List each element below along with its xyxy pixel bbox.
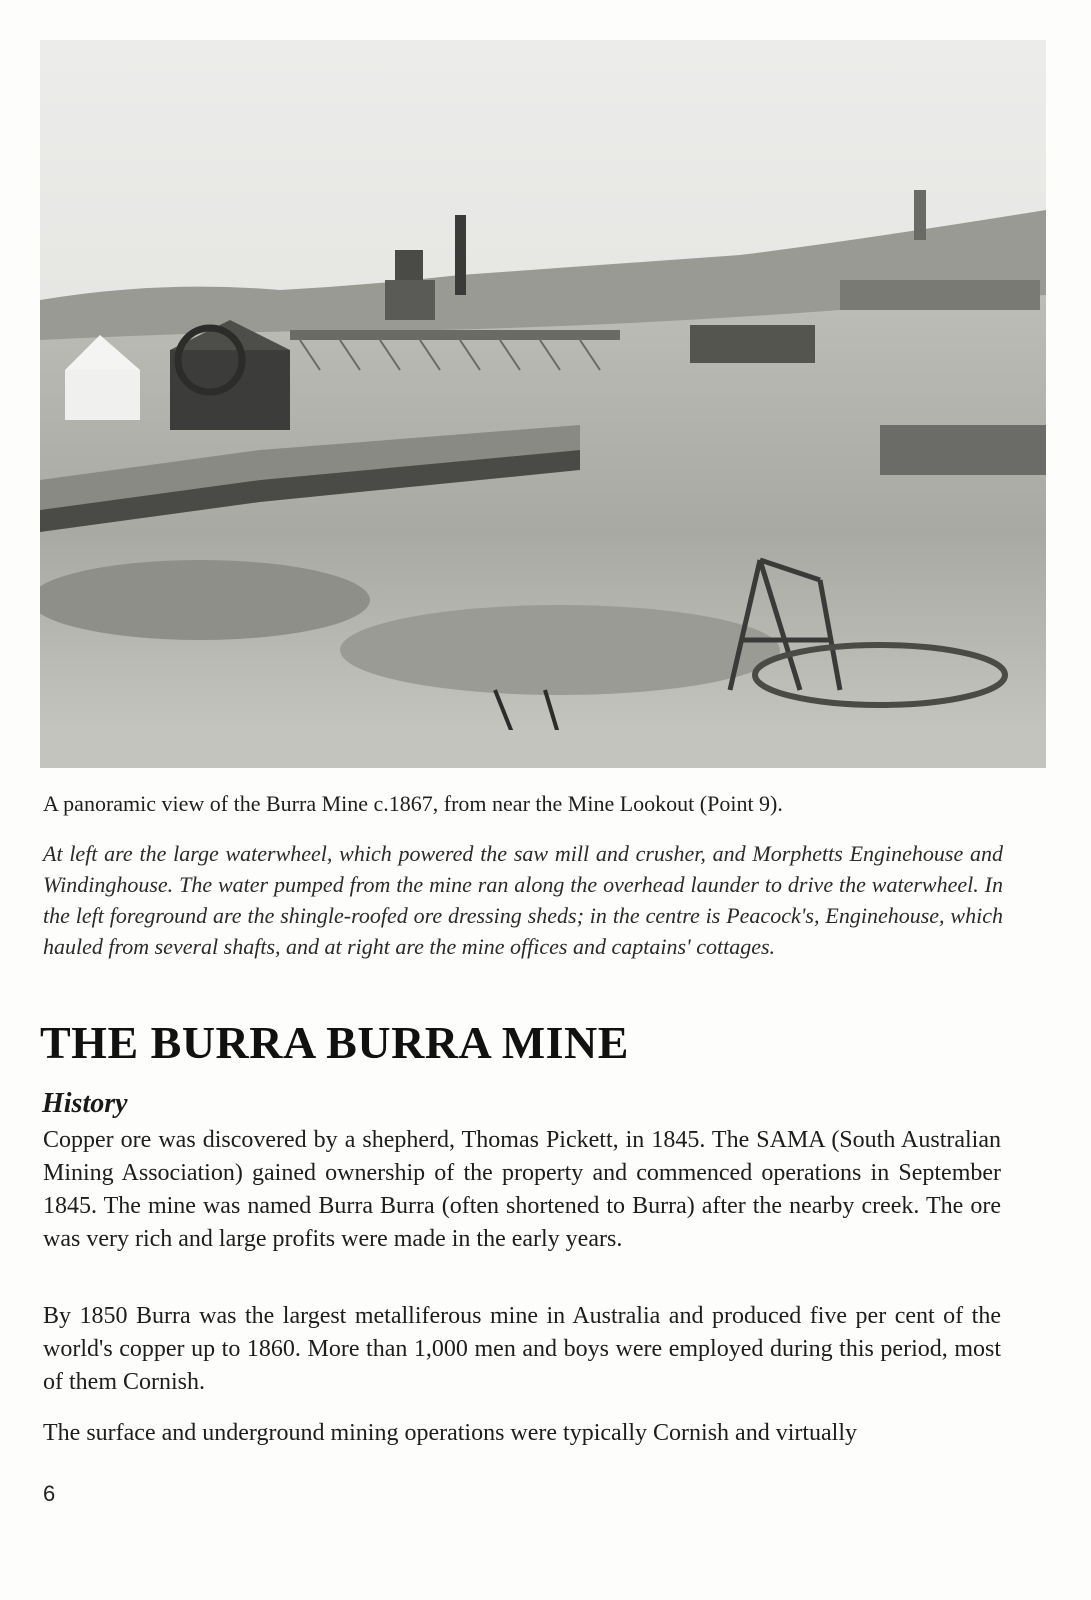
article-title: THE BURRA BURRA MINE xyxy=(40,1017,629,1068)
dark-ground xyxy=(880,425,1046,475)
mine-offices xyxy=(690,325,815,363)
mine-panorama-illustration xyxy=(40,40,1046,768)
page-number: 6 xyxy=(43,1481,56,1506)
mine-panorama-photo xyxy=(40,40,1046,768)
photo-description: At left are the large waterwheel, which powered the saw mill and crusher, and Morphetts Enginehouse and Windinghouse. The water pumped from the mine ran along the overhead launder to drive the waterwheel. In the left foreground are the shingle-roofed ore dressing sheds; in the centre is Peacock's, Enginehouse, which hauled from several shafts, and at right are the mine offices and captains' cottages. xyxy=(43,841,1003,959)
history-paragraph-2: By 1850 Burra was the largest metalliferous mine in Australia and produced five per cent of the world's copper up to 1860. More than 1,000 men and boys were employed during this period, most of them Cornish. xyxy=(43,1303,1001,1395)
foreground-road xyxy=(40,730,1046,768)
spoil-heap-centre xyxy=(340,605,780,695)
launder xyxy=(290,330,620,340)
history-paragraph-3: The surface and underground mining operations were typically Cornish and virtually xyxy=(43,1420,858,1446)
history-paragraph-1: Copper ore was discovered by a shepherd, Thomas Pickett, in 1845. The SAMA (South Australian Mining Association) gained ownership of the property and commenced operations in September 1845. The mine was named Burra Burra (often shortened to Burra) after the nearby creek. The ore was very rich and large profits were made in the early years. xyxy=(43,1127,1001,1252)
photo-caption: A panoramic view of the Burra Mine c.1867, from near the Mine Lookout (Point 9). xyxy=(43,791,783,816)
captains-cottages xyxy=(840,280,1040,310)
spoil-heap xyxy=(40,560,370,640)
tower-base xyxy=(385,280,435,320)
chimney-stack xyxy=(455,215,466,295)
hill-chimney xyxy=(914,190,926,240)
white-house xyxy=(65,370,140,420)
enginehouse xyxy=(170,350,290,430)
section-heading-history: History xyxy=(42,1088,128,1119)
